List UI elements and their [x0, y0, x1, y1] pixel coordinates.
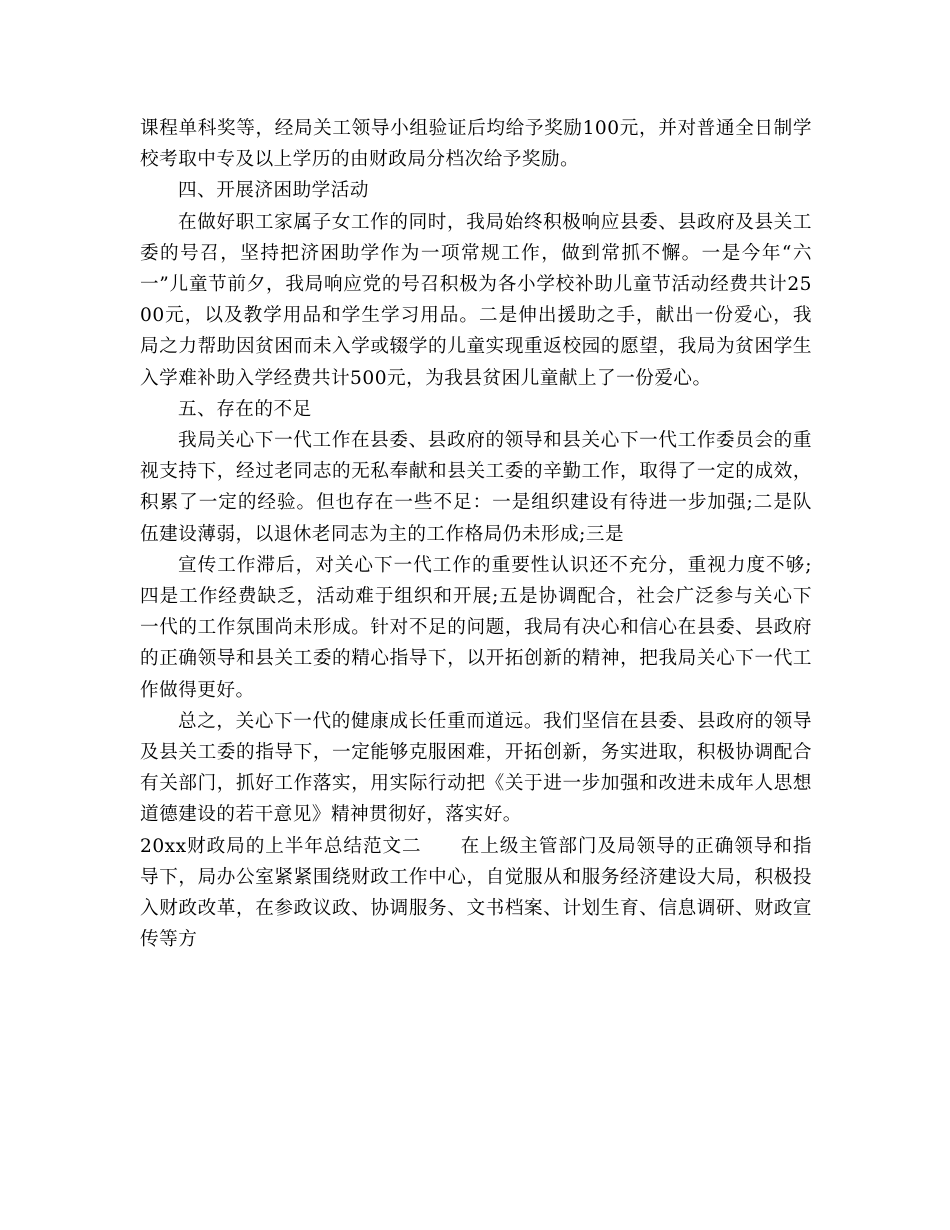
- paragraph-shortcomings-continued: 宣传工作滞后，对关心下一代工作的重要性认识还不充分，重视力度不够;四是工作经费缺乏，活动难于组织和开展;五是协调配合，社会广泛参与关心下一代的工作氛围尚未形成。针对不足的问题，我局有决心和信心在县委、县政府的正确领导和县关工委的精心指导下，以开拓创新的精神，把我局关心下一代工作做得更好。: [140, 554, 812, 701]
- paragraph-second-sample: 20xx财政局的上半年总结范文二 在上级主管部门及局领导的正确领导和指导下，局办公室紧紧围绕财政工作中心，自觉服从和服务经济建设大局，积极投入财政改革，在参政议政、协调服务、文书档案、计划生育、信息调研、财政宣传等方: [140, 835, 812, 951]
- paragraph-shortcomings: 我局关心下一代工作在县委、县政府的领导和县关心下一代工作委员会的重视支持下，经过老同志的无私奉献和县关工委的辛勤工作，取得了一定的成效，积累了一定的经验。但也存在一些不足：一是组织建设有待进一步加强;二是队伍建设薄弱，以退休老同志为主的工作格局仍未形成;三是: [140, 430, 812, 545]
- paragraph-aid-activities: 在做好职工家属子女工作的同时，我局始终积极响应县委、县政府及县关工委的号召，坚持把济困助学作为一项常规工作，做到常抓不懈。一是今年“六一”儿童节前夕，我局响应党的号召积极为各小学校补助儿童节活动经费共计2500元，以及教学用品和学生学习用品。二是伸出援助之手，献出一份爱心，我局之力帮助因贫困而未入学或辍学的儿童实现重返校园的愿望，我局为贫困学生入学难补助入学经费共计500元，为我县贫困儿童献上了一份爱心。: [140, 211, 812, 389]
- document-body: [140, 113, 812, 955]
- section-heading-aid-activities: 四、开展济困助学活动: [178, 180, 369, 202]
- paragraph-conclusion: 总之，关心下一代的健康成长任重而道远。我们坚信在县委、县政府的领导及县关工委的指导下，一定能够克服困难，开拓创新，务实进取，积极协调配合有关部门，抓好工作落实，用实际行动把《关于进一步加强和改进未成年人思想道德建设的若干意见》精神贯彻好，落实好。: [140, 710, 812, 826]
- paragraph-award-continuation: 课程单科奖等，经局关工领导小组验证后均给予奖励100元，并对普通全日制学校考取中专及以上学历的由财政局分档次给予奖励。: [140, 118, 812, 171]
- section-heading-shortcomings: 五、存在的不足: [178, 398, 312, 420]
